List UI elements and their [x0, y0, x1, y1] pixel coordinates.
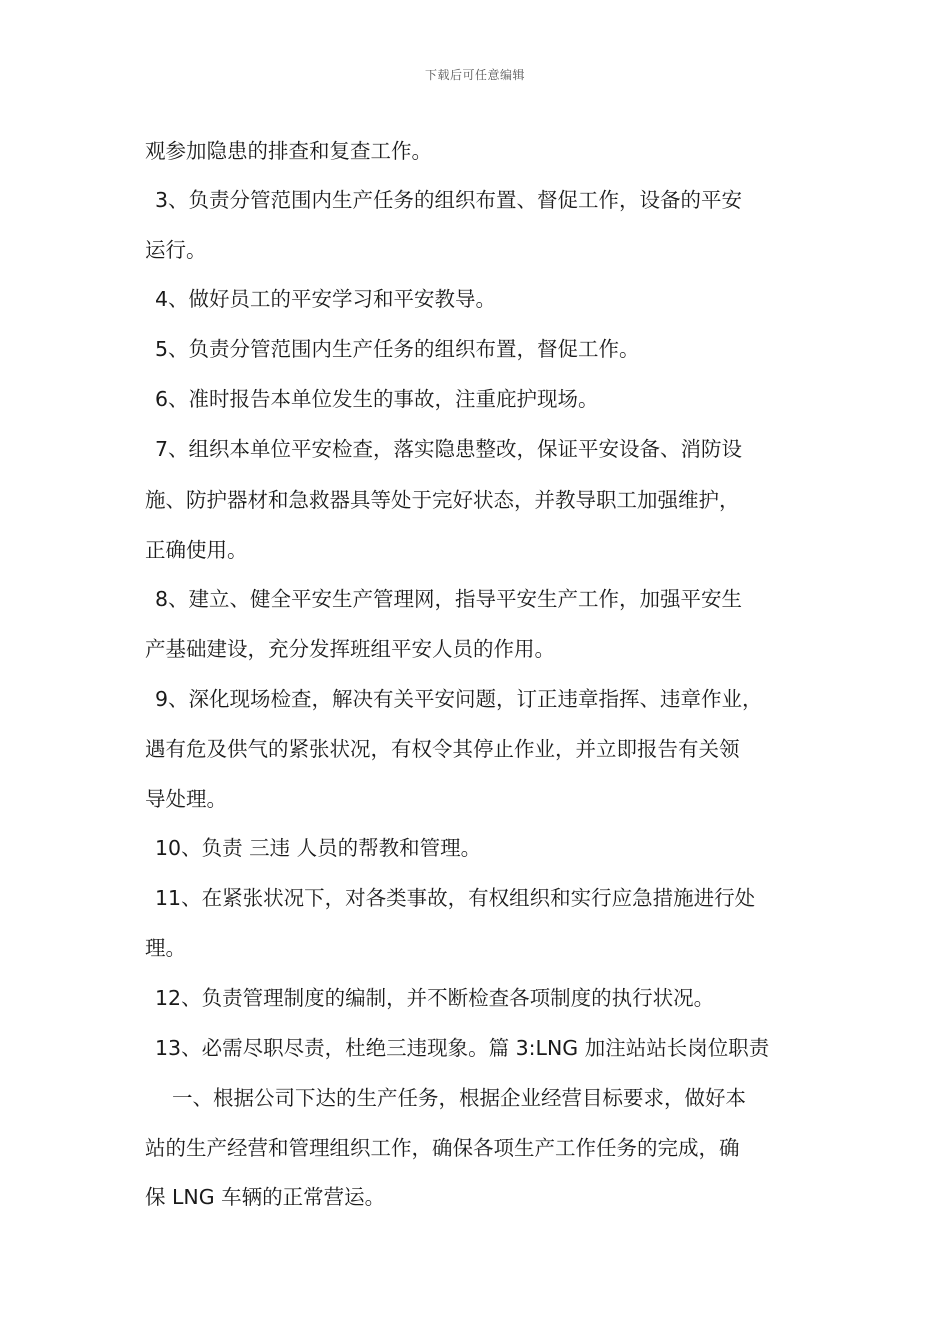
text-line: 7、组织本单位平安检查，落实隐患整改，保证平安设备、消防设 — [155, 437, 743, 461]
text-line: 理。 — [145, 936, 186, 960]
text-line: 运行。 — [145, 238, 207, 262]
text-line: 12、负责管理制度的编制，并不断检查各项制度的执行状况。 — [155, 986, 715, 1010]
text-line: 产基础建设，充分发挥班组平安人员的作用。 — [145, 637, 555, 661]
text-line: 导处理。 — [145, 787, 227, 811]
page-header: 下载后可任意编辑 — [424, 68, 525, 82]
text-line: 正确使用。 — [145, 538, 248, 562]
text-line: 施、防护器材和急救器具等处于完好状态，并教导职工加强维护， — [145, 488, 740, 512]
text-line: 10、负责 三违 人员的帮教和管理。 — [155, 836, 482, 860]
text-line: 观参加隐患的排查和复查工作。 — [145, 139, 432, 163]
text-line: 5、负责分管范围内生产任务的组织布置，督促工作。 — [155, 337, 640, 361]
text-line: 3、负责分管范围内生产任务的组织布置、督促工作，设备的平安 — [155, 188, 743, 212]
text-line: 6、准时报告本单位发生的事故，注重庇护现场。 — [155, 387, 599, 411]
text-line: 11、在紧张状况下，对各类事故，有权组织和实行应急措施进行处 — [155, 886, 756, 910]
text-line: 遇有危及供气的紧张状况，有权令其停止作业，并立即报告有关领 — [145, 737, 740, 761]
text-line: 13、必需尽职尽责，杜绝三违现象。篇 3:LNG 加注站站长岗位职责 — [155, 1036, 770, 1060]
text-line: 9、深化现场检查，解决有关平安问题，订正违章指挥、违章作业， — [155, 687, 763, 711]
text-line: 一、根据公司下达的生产任务，根据企业经营目标要求，做好本 — [172, 1086, 746, 1110]
text-line: 保 LNG 车辆的正常营运。 — [145, 1185, 386, 1209]
text-line: 站的生产经营和管理组织工作，确保各项生产工作任务的完成，确 — [145, 1136, 740, 1160]
text-line: 4、做好员工的平安学习和平安教导。 — [155, 287, 497, 311]
text-line: 8、建立、健全平安生产管理网，指导平安生产工作，加强平安生 — [155, 587, 743, 611]
